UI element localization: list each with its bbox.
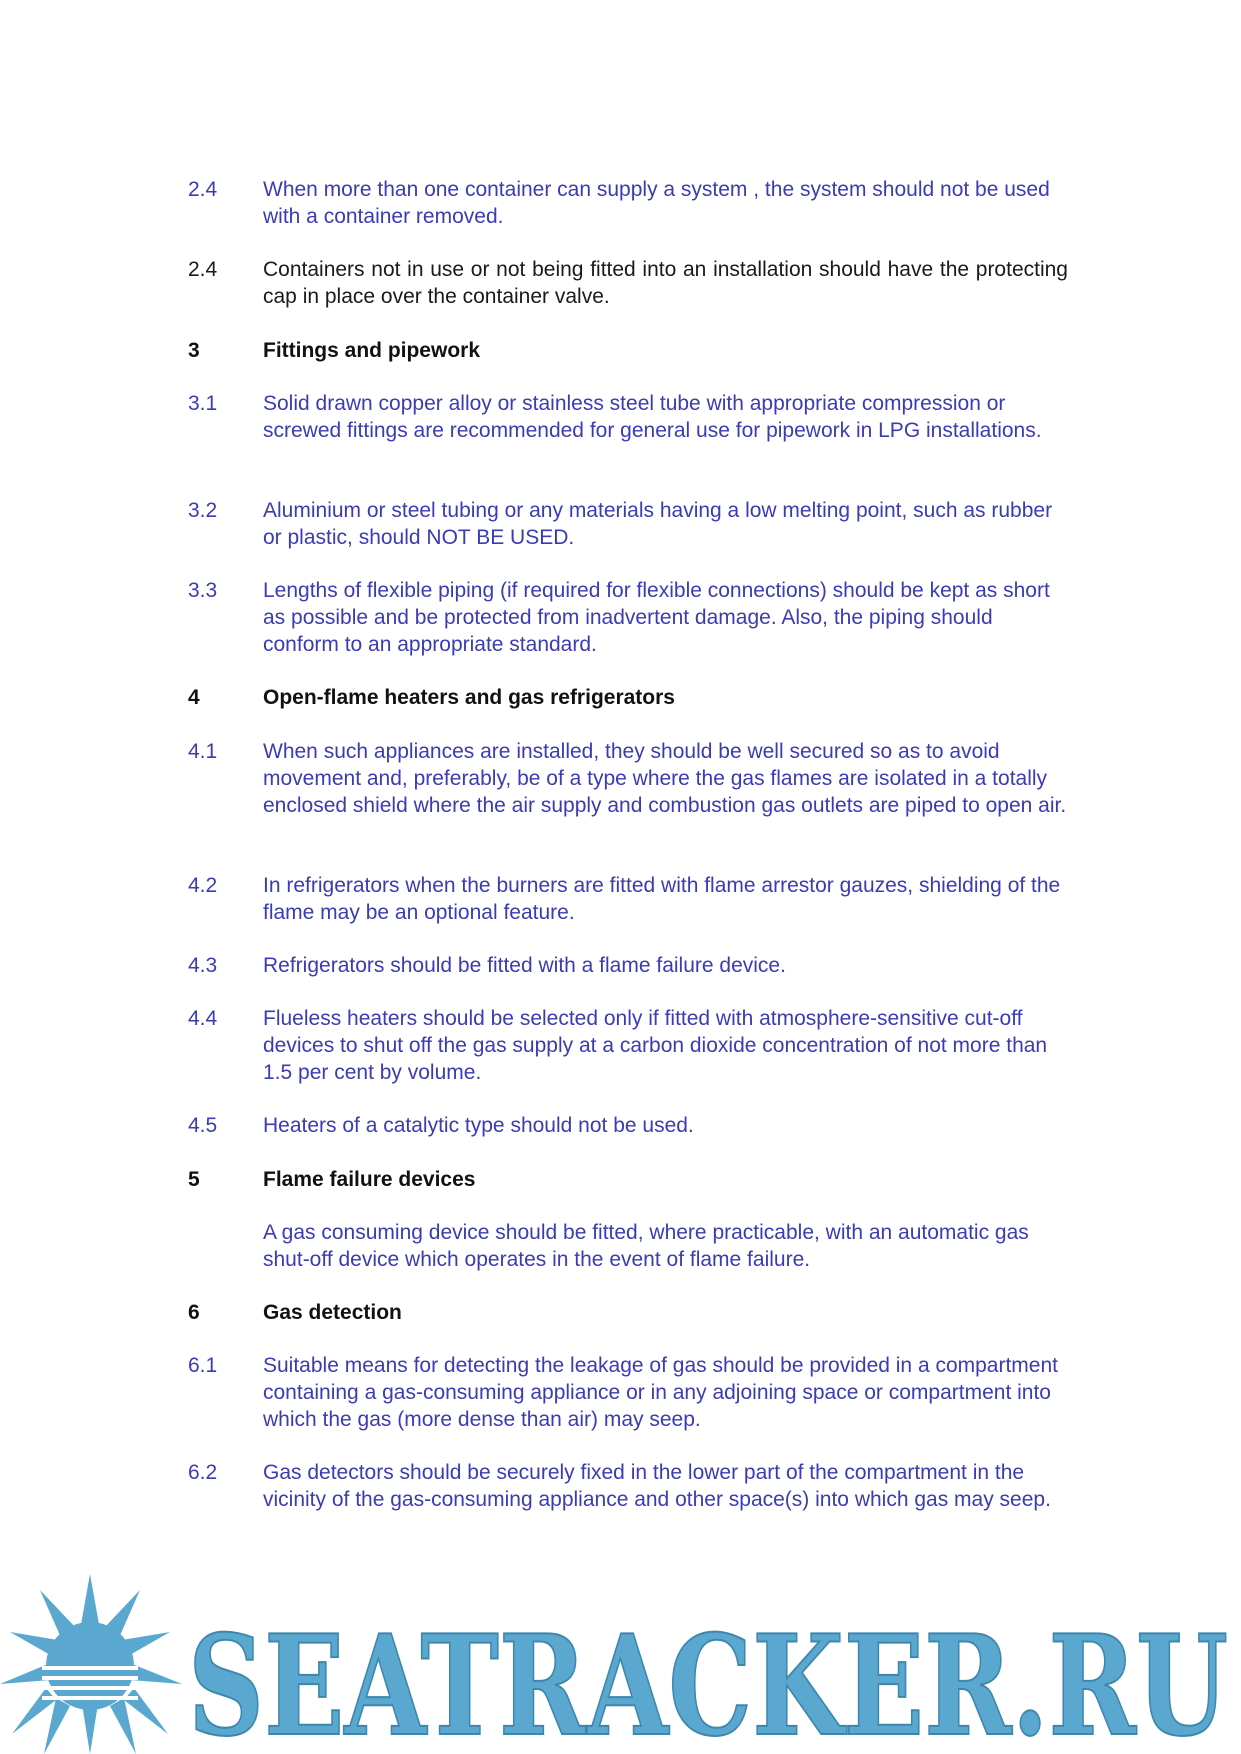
item-4-3 <box>188 952 1068 979</box>
item-number <box>188 1219 263 1273</box>
section-number: 6 <box>188 1301 200 1324</box>
item-3-1 <box>188 390 1068 444</box>
item-text: When such appliances are installed, they should be well secured so as to avoid movement and, preferably, be of a type where the gas flames are isolated in a totally enclosed shield where the air supply and combustion gas outlets are piped to open air. <box>263 740 1067 817</box>
item-6-1 <box>188 1352 1068 1433</box>
section-number: 5 <box>188 1168 200 1191</box>
section-number: 4 <box>188 686 200 709</box>
item-number: 4.2 <box>188 874 218 897</box>
item-number: 2.4 <box>188 178 218 201</box>
item-text: Suitable means for detecting the leakage of gas should be provided in a compartment containing a gas-consuming appliance or in any adjoining space or compartment into which the gas (more dense than air) may seep. <box>263 1354 1058 1431</box>
item-number: 4.3 <box>188 954 218 977</box>
section-title: Open-flame heaters and gas refrigerators <box>263 686 675 709</box>
item-text: Solid drawn copper alloy or stainless steel tube with appropriate compression or screwed fittings are recommended for general use for pipework in LPG installations. <box>263 392 1042 442</box>
item-4-1 <box>188 738 1068 819</box>
heading-4 <box>188 684 1068 711</box>
item-number: 3.1 <box>188 392 218 415</box>
sun-icon <box>0 1574 182 1754</box>
section-title: Gas detection <box>263 1301 402 1324</box>
item-4-2 <box>188 872 1068 926</box>
section-title: Flame failure devices <box>263 1168 476 1191</box>
item-number: 3.2 <box>188 499 218 522</box>
item-text: Aluminium or steel tubing or any materials having a low melting point, such as rubber or plastic, should NOT BE USED. <box>263 499 1053 549</box>
item-text: Lengths of flexible piping (if required for flexible connections) should be kept as short as possible and be protected from inadvertent damage. Also, the piping should conform to an appropriate standard. <box>263 579 1050 656</box>
item-4-5 <box>188 1112 1068 1139</box>
item-text: When more than one container can supply a system , the system should not be used with a container removed. <box>263 178 1050 228</box>
item-number: 4.1 <box>188 740 218 763</box>
seatracker-logo <box>0 1572 1241 1754</box>
item-number: 4.4 <box>188 1007 218 1030</box>
item-2-4a <box>188 176 1068 230</box>
heading-5 <box>188 1166 1068 1193</box>
item-4-4 <box>188 1005 1068 1086</box>
section-number: 3 <box>188 339 200 362</box>
item-text: Heaters of a catalytic type should not be used. <box>263 1114 694 1137</box>
item-number: 3.3 <box>188 579 218 602</box>
item-number: 4.5 <box>188 1114 218 1137</box>
section-title: Fittings and pipework <box>263 339 481 362</box>
item-6-2 <box>188 1459 1068 1513</box>
item-text: In refrigerators when the burners are fitted with flame arrestor gauzes, shielding of the flame may be an optional feature. <box>263 874 1061 924</box>
item-text: Containers not in use or not being fitted into an installation should have the protecting cap in place over the container valve. <box>263 258 1068 308</box>
item-text: Refrigerators should be fitted with a flame failure device. <box>263 954 786 977</box>
item-number: 6.2 <box>188 1461 218 1484</box>
heading-3 <box>188 337 1068 364</box>
item-3-3 <box>188 577 1068 658</box>
item-text: A gas consuming device should be fitted, where practicable, with an automatic gas shut-off device which operates in the event of flame failure. <box>263 1221 1029 1271</box>
watermark-text: SEATRACKER.RU <box>188 1604 1228 1754</box>
item-text: Gas detectors should be securely fixed in the lower part of the compartment in the vicinity of the gas-consuming appliance and other space(s) into which gas may seep. <box>263 1461 1051 1511</box>
item-text: Flueless heaters should be selected only if fitted with atmosphere-sensitive cut-off devices to shut off the gas supply at a carbon dioxide concentration of not more than 1.5 per cent by volume. <box>263 1007 1048 1084</box>
heading-6 <box>188 1299 1068 1326</box>
item-3-2 <box>188 497 1068 551</box>
item-number: 6.1 <box>188 1354 218 1377</box>
item-5-text <box>188 1219 1068 1273</box>
item-number: 2.4 <box>188 258 218 281</box>
item-2-4b <box>188 256 1068 310</box>
